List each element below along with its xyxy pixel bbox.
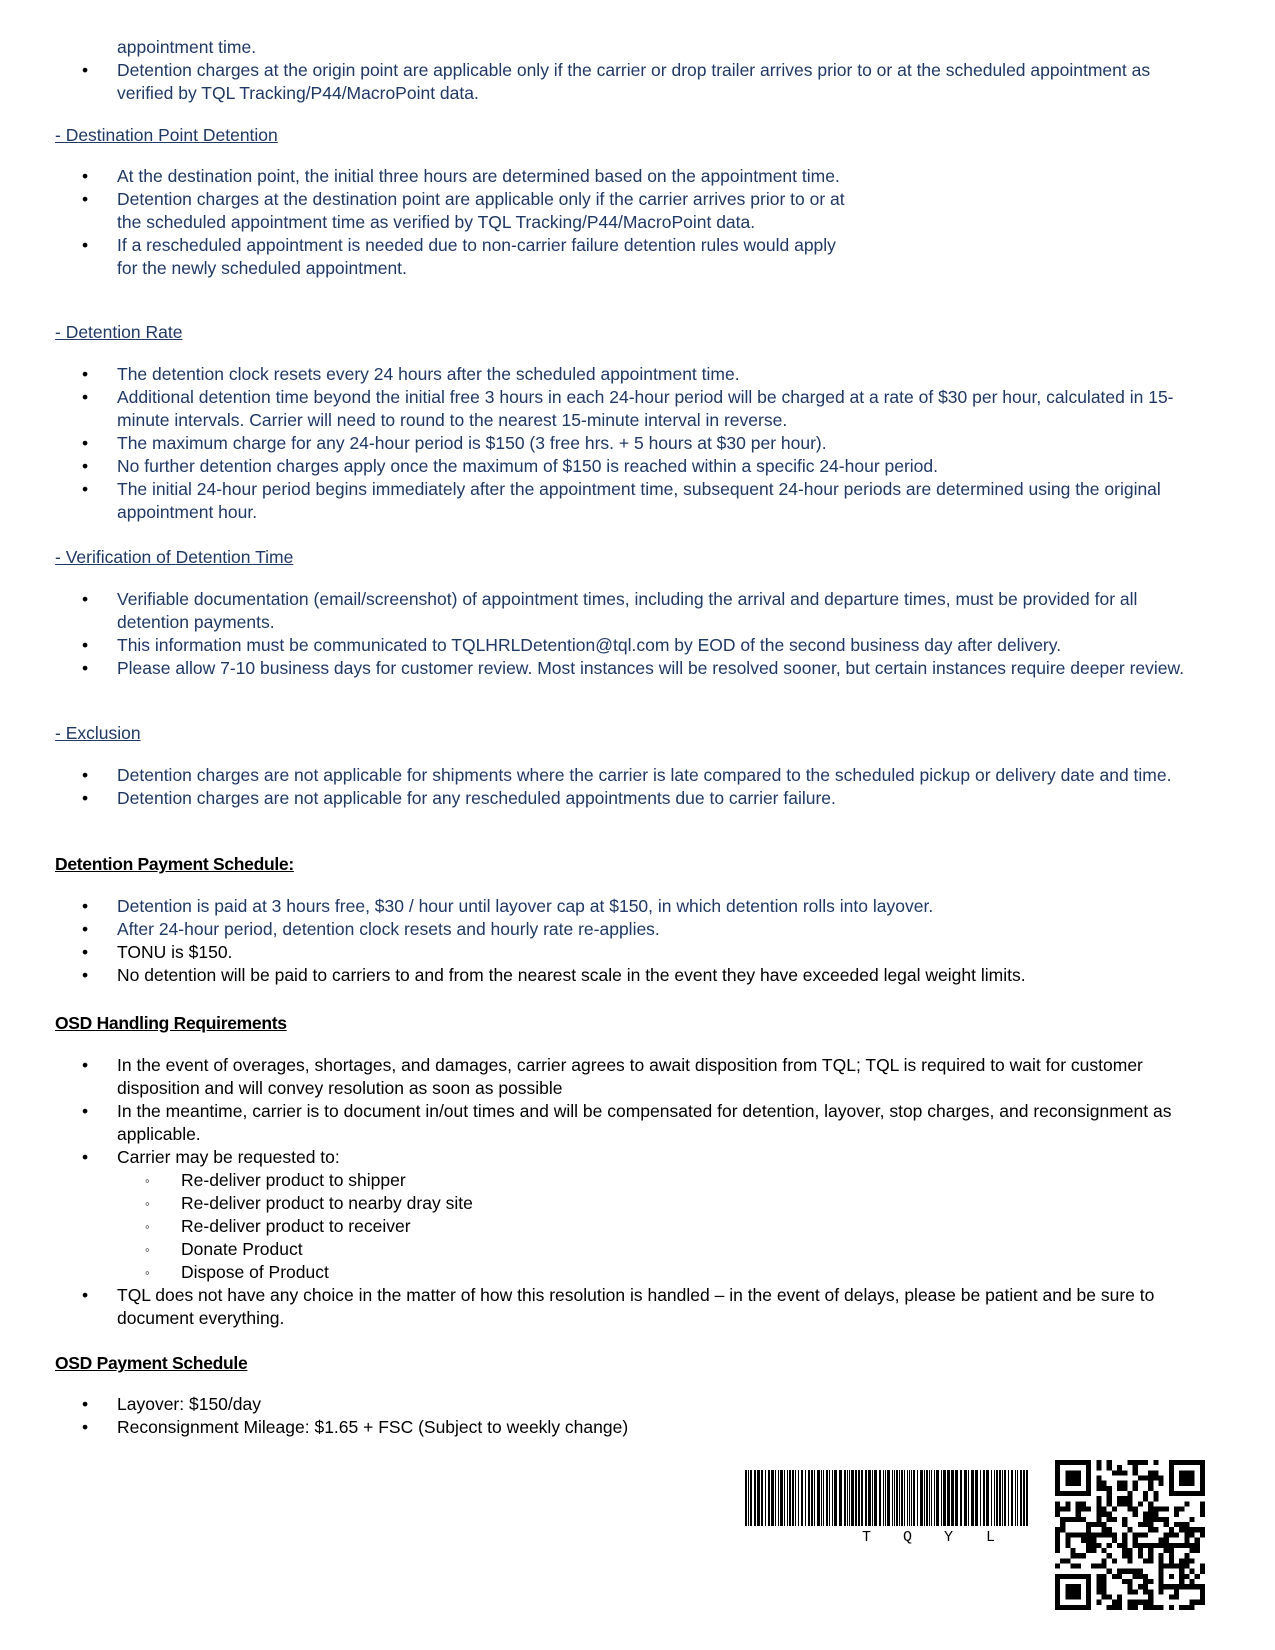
payment-schedule-list: [0, 895, 1275, 987]
list-item: • TQL does not have any choice in the matter of how this resolution is handled – in the event of delays, please be patient and be sure to document everything.: [0, 1284, 1275, 1330]
sub-list-item: ◦ Dispose of Product: [0, 1261, 1275, 1284]
barcode-letter: Y: [944, 1529, 954, 1546]
qr-code-icon: [1055, 1460, 1205, 1610]
osd-handling-heading: OSD Handling Requirements: [55, 1013, 287, 1033]
list-item: • Detention charges are not applicable for shipments where the carrier is late compared to the scheduled pickup or delivery date and time.: [0, 764, 1275, 787]
list-item: • This information must be communicated to TQLHRLDetention@tql.com by EOD of the second business day after delivery.: [0, 634, 1275, 657]
barcode-letter: T: [862, 1529, 872, 1546]
list-item: [0, 1146, 1275, 1169]
list-item: • The maximum charge for any 24-hour period is $150 (3 free hrs. + 5 hours at $30 per hour).: [0, 432, 1275, 455]
list-item: • TONU is $150.: [0, 941, 1275, 964]
origin-detention-continued: [0, 36, 1275, 105]
verification-list: [0, 588, 1275, 680]
list-item: • If a rescheduled appointment is needed due to non-carrier failure detention rules would apply for the newly scheduled appointment.: [0, 234, 1275, 280]
verification-heading: - Verification of Detention Time: [55, 547, 294, 567]
osd-payment-heading: OSD Payment Schedule: [55, 1353, 248, 1373]
barcode-letter: L: [986, 1529, 996, 1546]
list-item: • In the event of overages, shortages, and damages, carrier agrees to await disposition from TQL; TQL is required to wait for customer disposition and will convey resolution as soon as possible: [0, 1054, 1275, 1100]
list-item: • Reconsignment Mileage: $1.65 + FSC (Subject to weekly change): [0, 1416, 1275, 1439]
list-item: • At the destination point, the initial three hours are determined based on the appointment time.: [0, 165, 1275, 188]
list-item: • Please allow 7-10 business days for customer review. Most instances will be resolved sooner, but certain instances require deeper review.: [0, 657, 1275, 680]
origin-item: • Detention charges at the origin point are applicable only if the carrier or drop trailer arrives prior to or at the scheduled appointment as verified by TQL Tracking/P44/MacroPoint data.: [0, 59, 1275, 105]
list-item: • In the meantime, carrier is to document in/out times and will be compensated for detention, layover, stop charges, and reconsignment as applicable.: [0, 1100, 1275, 1146]
barcode-icon: [745, 1470, 1030, 1526]
list-item: • The detention clock resets every 24 hours after the scheduled appointment time.: [0, 363, 1275, 386]
list-item: • Verifiable documentation (email/screenshot) of appointment times, including the arrival and departure times, must be provided for all detention payments.: [0, 588, 1275, 634]
list-item: • Detention is paid at 3 hours free, $30 / hour until layover cap at $150, in which detention rolls into layover.: [0, 895, 1275, 918]
list-item: • No detention will be paid to carriers to and from the nearest scale in the event they have exceeded legal weight limits.: [0, 964, 1275, 987]
list-item: • The initial 24-hour period begins immediately after the appointment time, subsequent 24-hour periods are determined using the original appointment hour.: [0, 478, 1275, 524]
list-item: • Detention charges are not applicable for any rescheduled appointments due to carrier failure.: [0, 787, 1275, 810]
origin-continued-text: appointment time.: [117, 37, 257, 57]
osd-handling-list: [0, 1054, 1275, 1330]
sub-list-item: ◦ Re-deliver product to receiver: [0, 1215, 1275, 1238]
detention-rate-heading: - Detention Rate: [55, 322, 183, 342]
payment-schedule-heading: Detention Payment Schedule:: [55, 854, 294, 874]
sub-list-item: ◦ Re-deliver product to nearby dray site: [0, 1192, 1275, 1215]
osd-payment-list: [0, 1393, 1275, 1439]
destination-list: [0, 165, 1275, 280]
exclusion-heading: - Exclusion: [55, 723, 141, 743]
barcode-letter: Q: [903, 1529, 913, 1546]
list-item-text: Carrier may be requested to:: [117, 1147, 340, 1167]
destination-heading: - Destination Point Detention: [55, 125, 278, 145]
list-item: • No further detention charges apply once the maximum of $150 is reached within a specific 24-hour period.: [0, 455, 1275, 478]
exclusion-list: [0, 764, 1275, 810]
osd-sub-list: [0, 1169, 1275, 1284]
list-item: • Layover: $150/day: [0, 1393, 1275, 1416]
sub-list-item: ◦ Re-deliver product to shipper: [0, 1169, 1275, 1192]
detention-rate-list: [0, 363, 1275, 524]
barcode-label: [745, 1526, 1030, 1544]
list-item: • Additional detention time beyond the initial free 3 hours in each 24-hour period will be charged at a rate of $30 per hour, calculated in 15-minute intervals. Carrier will need to round to the nearest 15-minute interval in reverse.: [0, 386, 1275, 432]
list-item: • After 24-hour period, detention clock resets and hourly rate re-applies.: [0, 918, 1275, 941]
sub-list-item: ◦ Donate Product: [0, 1238, 1275, 1261]
list-item: • Detention charges at the destination point are applicable only if the carrier arrives prior to or at the scheduled appointment time as verified by TQL Tracking/P44/MacroPoint data.: [0, 188, 1275, 234]
